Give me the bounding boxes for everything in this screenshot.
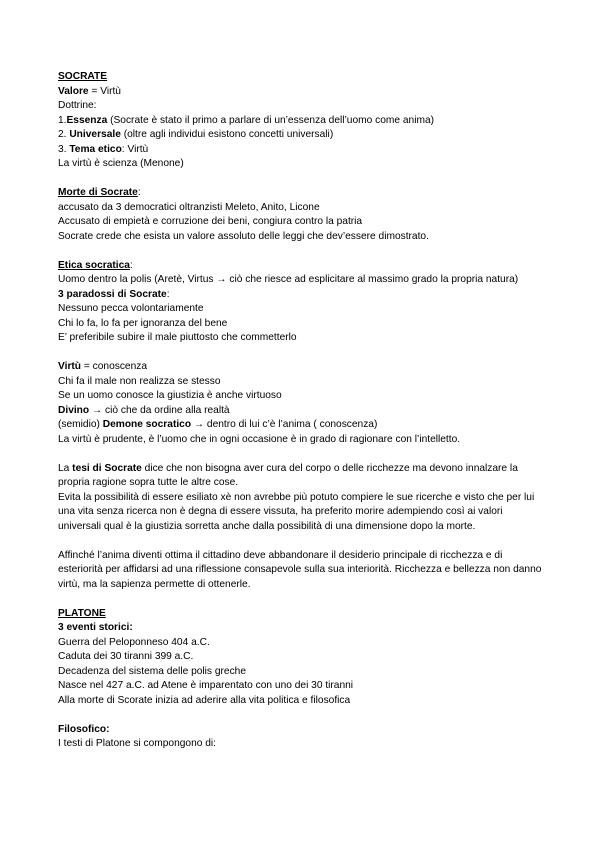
evento-4: Nasce nel 427 a.C. ad Atene è imparentato con uno dei 30 tiranni bbox=[58, 680, 354, 691]
arrow-icon: → bbox=[193, 419, 205, 430]
paradosso-2: Chi lo fa, lo fa per ignoranza del bene bbox=[58, 317, 228, 329]
document-body bbox=[58, 70, 548, 752]
virtu-line-2: Se un uomo conosce la giustizia è anche virtuoso bbox=[58, 390, 282, 401]
filosofico-heading: Filosofico: bbox=[58, 723, 110, 735]
etica-heading: Etica socratica: bbox=[58, 259, 133, 271]
virtu-heading: Virtù = conoscenza bbox=[58, 361, 148, 372]
evento-5: Alla morte di Scorate inizia ad aderire alla vita politica e filosofica bbox=[58, 694, 351, 706]
evento-2: Caduta dei 30 tiranni 399 a.C. bbox=[58, 651, 194, 662]
etica-paragraph: Uomo dentro la polis (Aretè, Virtus → ciò che riesce ad esplicitare al massimo grado la propria natura) bbox=[58, 274, 519, 285]
morte-heading: Morte di Socrate: bbox=[58, 187, 141, 198]
dottrina-2: 2. Universale (oltre agli individui esistono concetti universali) bbox=[58, 129, 334, 140]
virtu-line-3: La virtù è prudente, è l’uomo che in ogni occasione è in grado di ragionare con l’intelletto. bbox=[58, 433, 461, 445]
demone-line: (semidio) Demone socratico → dentro di lui c’è l’anima ( conoscenza) bbox=[58, 419, 378, 430]
dottrina-3: 3. Tema etico: Virtù bbox=[58, 143, 149, 155]
divino-line: Divino → ciò che da ordine alla realtà bbox=[58, 404, 230, 416]
virtu-scienza-line: La virtù è scienza (Menone) bbox=[58, 158, 184, 169]
virtu-line-1: Chi fa il male non realizza se stesso bbox=[58, 375, 221, 387]
morte-line-3: Socrate crede che esista un valore assoluto delle leggi che dev’essere dimostrato. bbox=[58, 230, 429, 242]
filosofico-line: I testi di Platone si compongono di: bbox=[58, 738, 217, 749]
paradosso-1: Nessuno pecca volontariamente bbox=[58, 303, 204, 314]
anima-paragraph: Affinché l’anima diventi ottima il cittadino deve abbandonare il desiderio principale di ricchezza e di esteriorità per affidarsi ad una riflessione consapevole sulla sua interiorità. Ricchezza e bellezza non danno virtù, ma la sapienza permette di ottenerle. bbox=[58, 549, 542, 590]
section-title-platone: PLATONE bbox=[58, 607, 106, 619]
arrow-icon: → bbox=[216, 274, 227, 285]
paradosso-3: E’ preferibile subire il male piuttosto che commetterlo bbox=[58, 332, 297, 343]
evento-3: Decadenza del sistema delle polis greche bbox=[58, 665, 247, 677]
paradossi-heading: 3 paradossi di Socrate: bbox=[58, 288, 170, 300]
dottrina-1: 1.Essenza (Socrate è stato il primo a parlare di un’essenza dell’uomo come anima) bbox=[58, 114, 435, 126]
arrow-icon: → bbox=[91, 404, 103, 416]
eventi-heading: 3 eventi storici: bbox=[58, 622, 133, 633]
morte-line-2: Accusato di empietà e corruzione dei beni, congiura contro la patria bbox=[58, 216, 363, 227]
esilio-paragraph: Evita la possibilità di essere esiliato xè non avrebbe più potuto compiere le sue ricerche e visto che per lui una vita senza ricerca non è degna di essere vissuta, ha preferito morire adempiendo così ai valori universali qual è la giustizia sorretta anche dalla possibilità di una dimensione dopo la morte. bbox=[58, 491, 535, 532]
section-title-socrate: SOCRATE bbox=[58, 71, 108, 82]
dottrine-line: Dottrine: bbox=[58, 100, 97, 111]
tesi-paragraph: La tesi di Socrate dice che non bisogna aver cura del corpo o delle ricchezze ma devono innalzare la propria ragione sopra tutte le altre cose. bbox=[58, 462, 518, 488]
morte-line-1: accusato da 3 democratici oltranzisti Meleto, Anito, Licone bbox=[58, 201, 320, 213]
evento-1: Guerra del Peloponneso 404 a.C. bbox=[58, 636, 210, 648]
valore-line: Valore = Virtù bbox=[58, 85, 121, 97]
